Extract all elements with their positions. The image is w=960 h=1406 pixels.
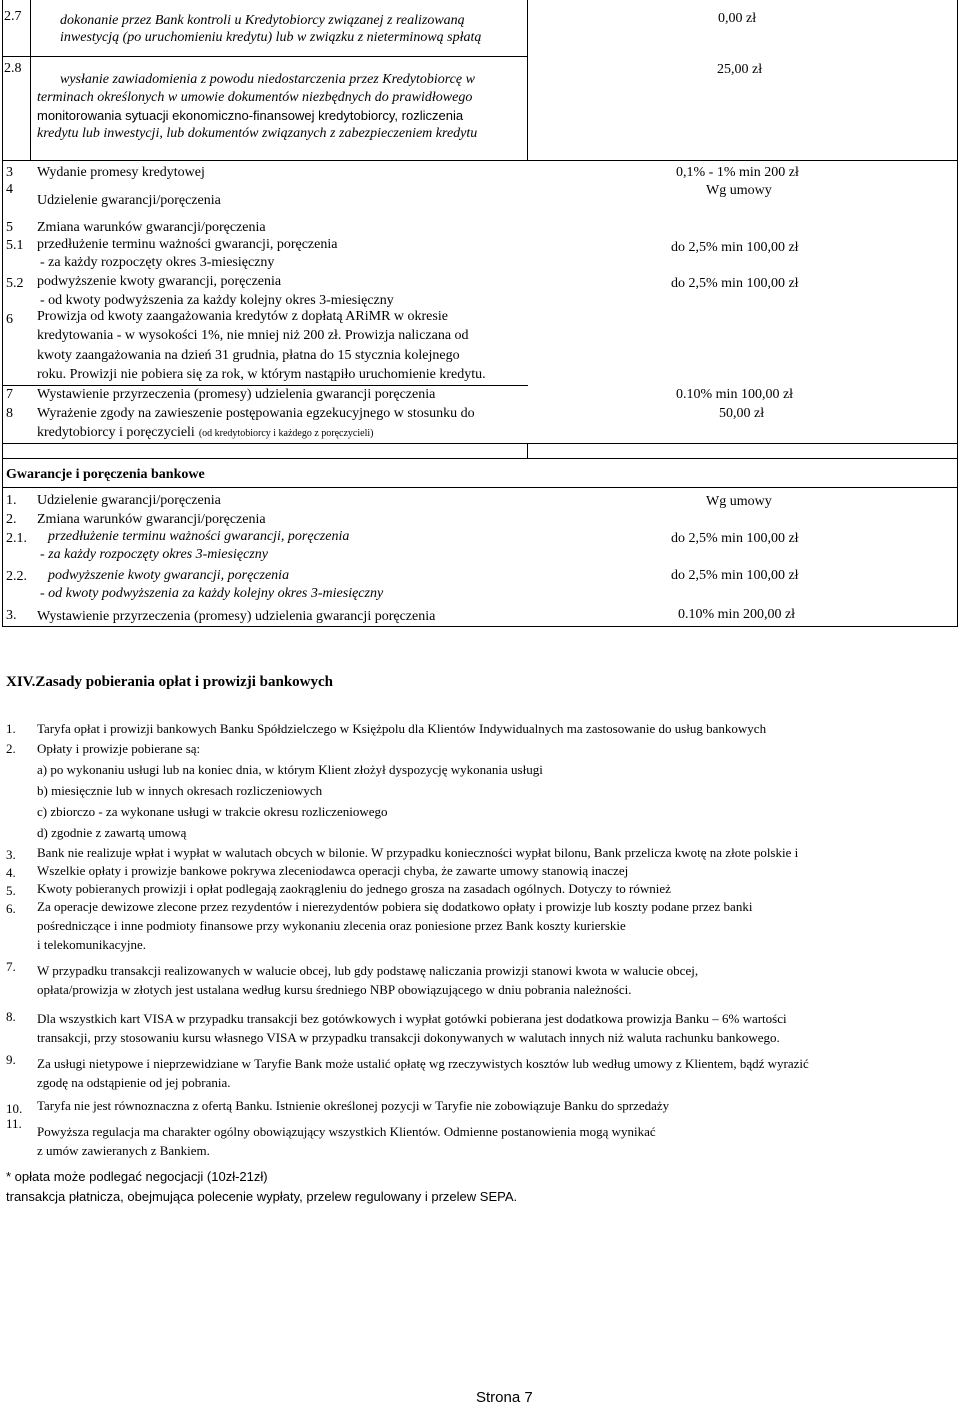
- row-description: Prowizja od kwoty zaangażowania kredytów z dopłatą ARiMR w okresie: [37, 309, 448, 324]
- item-text: Taryfa nie jest równoznaczna z ofertą Banku. Istnienie określonej pozycji w Taryfie nie zobowiązuje Banku do sprzedaży: [37, 1098, 670, 1113]
- row-description: Udzielenie gwarancji/poręczenia: [37, 493, 221, 508]
- table-divider: [2, 160, 957, 161]
- row-value: 50,00 zł: [719, 406, 765, 421]
- row-description: Wystawienie przyrzeczenia (promesy) udzielenia gwarancji poręczenia: [37, 609, 436, 624]
- section-title: XIV.Zasady pobierania opłat i prowizji bankowych: [6, 674, 334, 690]
- table-border: [957, 0, 958, 459]
- table-border: [957, 459, 958, 627]
- row-description: roku. Prowizji nie pobiera się za rok, w którym nastąpiło uruchomienie kredytu.: [37, 367, 486, 382]
- table-border: [2, 459, 3, 627]
- row-description: podwyższenie kwoty gwarancji, poręczenia: [37, 274, 282, 289]
- item-text: z umów zawieranych z Bankiem.: [37, 1143, 210, 1158]
- item-text: d) zgodnie z zawartą umową: [37, 825, 187, 840]
- row-number: 5: [6, 220, 13, 235]
- item-number: 1.: [6, 721, 16, 736]
- row-number: 5.2: [6, 276, 24, 291]
- item-number: 5.: [6, 883, 16, 898]
- table-divider: [30, 0, 31, 160]
- row-value: 0.10% min 200,00 zł: [678, 607, 796, 622]
- item-number: 6.: [6, 901, 16, 916]
- item-text: Powyższa regulacja ma charakter ogólny obowiązujący wszystkich Klientów. Odmienne postanowienia mogą wynikać: [37, 1124, 656, 1139]
- table-title: Gwarancje i poręczenia bankowe: [6, 467, 205, 482]
- row-number: 2.7: [4, 9, 22, 24]
- row-description: dokonanie przez Bank kontroli u Kredytobiorcy związanej z realizowaną: [60, 13, 465, 28]
- item-text: c) zbiorczo - za wykonane usługi w trakcie okresu rozliczeniowego: [37, 804, 388, 819]
- row-number: 2.1.: [6, 531, 27, 546]
- item-text: Dla wszystkich kart VISA w przypadku transakcji bez gotówkowych i wypłat gotówki pobierana jest dodatkowa prowizja Banku – 6% wartości: [37, 1011, 787, 1026]
- table-divider: [2, 626, 957, 627]
- row-description: - od kwoty podwyższenia za każdy kolejny okres 3-miesięczny: [40, 293, 394, 308]
- footnote: transakcja płatnicza, obejmująca polecenie wypłaty, przelew regulowany i przelew SEPA.: [6, 1189, 518, 1204]
- row-value: 0.10% min 100,00 zł: [676, 387, 794, 402]
- row-number: 8: [6, 406, 13, 421]
- item-number: 3.: [6, 847, 16, 862]
- row-description: kredytowania - w wysokości 1%, nie mniej niż 200 zł. Prowizja naliczana od: [37, 328, 469, 343]
- row-description: Wyrażenie zgody na zawieszenie postępowania egzekucyjnego w stosunku do: [37, 406, 475, 421]
- item-text: Za operacje dewizowe zlecone przez rezydentów i nierezydentów pobiera się dodatkowo opłaty i prowizje lub koszty podane przez banki: [37, 899, 753, 914]
- item-number: 9.: [6, 1052, 16, 1067]
- row-description: kwoty zaangażowania na dzień 31 grudnia, płatna do 15 stycznia kolejnego: [37, 348, 460, 363]
- item-text: opłata/prowizja w złotych jest ustalana według kursu średniego NBP obowiązującego w dniu pobrania należności.: [37, 982, 632, 997]
- row-number: 3: [6, 165, 13, 180]
- row-description: Zmiana warunków gwarancji/poręczenia: [37, 220, 266, 235]
- row-description: inwestycją (po uruchomieniu kredytu) lub w związku z nieterminową spłatą: [60, 30, 482, 45]
- item-text: Bank nie realizuje wpłat i wypłat w walutach obcych w bilonie. W przypadku konieczności wypłat bilonu, Bank przelicza kwotę na złote polskie i: [37, 845, 799, 860]
- row-value: Wg umowy: [706, 183, 772, 198]
- row-description: przedłużenie terminu ważności gwarancji, poręczenia: [37, 237, 338, 252]
- row-description: - za każdy rozpoczęty okres 3-miesięczny: [40, 255, 275, 270]
- item-number: 2.: [6, 741, 16, 756]
- row-number: 4: [6, 182, 13, 197]
- row-value: do 2,5% min 100,00 zł: [671, 276, 799, 291]
- row-value: do 2,5% min 100,00 zł: [671, 240, 799, 255]
- row-value: Wg umowy: [706, 494, 772, 509]
- row-description: kredytu lub inwestycji, lub dokumentów związanych z zabezpieczeniem kredytu: [37, 126, 478, 141]
- table-divider: [2, 458, 957, 459]
- row-description: wysłanie zawiadomienia z powodu niedostarczenia przez Kredytobiorcę w: [60, 72, 475, 87]
- row-value: 0,00 zł: [718, 11, 757, 26]
- item-number: 4.: [6, 865, 16, 880]
- row-description: terminach określonych w umowie dokumentów niezbędnych do prawidłowego: [37, 90, 473, 105]
- row-number: 5.1: [6, 238, 24, 253]
- row-number: 7: [6, 387, 13, 402]
- row-description: Zmiana warunków gwarancji/poręczenia: [37, 512, 266, 527]
- row-value: 0,1% - 1% min 200 zł: [676, 165, 799, 180]
- row-number: 2.: [6, 512, 17, 527]
- row-description: podwyższenie kwoty gwarancji, poręczenia: [48, 568, 290, 583]
- row-description: - od kwoty podwyższenia za każdy kolejny okres 3-miesięczny: [40, 586, 384, 601]
- row-description: Udzielenie gwarancji/poręczenia: [37, 193, 221, 208]
- row-number: 2.2.: [6, 569, 27, 584]
- row-value: do 2,5% min 100,00 zł: [671, 531, 799, 546]
- footnote: * opłata może podlegać negocjacji (10zł-21zł): [6, 1169, 268, 1184]
- row-description: przedłużenie terminu ważności gwarancji, poręczenia: [48, 529, 350, 544]
- row-number: 2.8: [4, 61, 22, 76]
- item-number: 8.: [6, 1009, 16, 1024]
- item-text: Za usługi nietypowe i nieprzewidziane w Taryfie Bank może ustalić opłatę wg rzeczywistych kosztów lub według umowy z Klientem, bądź wyrazić: [37, 1056, 809, 1071]
- item-text: b) miesięcznie lub w innych okresach rozliczeniowych: [37, 783, 323, 798]
- item-text: W przypadku transakcji realizowanych w walucie obcej, lub gdy podstawę naliczania prowizji stanowi kwota w walucie obcej,: [37, 963, 699, 978]
- table-border: [2, 0, 3, 459]
- row-note: (od kredytobiorcy i każdego z poręczycieli): [198, 428, 374, 439]
- row-description: kredytobiorcy i poręczycieli: [37, 425, 195, 440]
- item-text: Taryfa opłat i prowizji bankowych Banku Spółdzielczego w Księżpolu dla Klientów Indywidualnych ma zastosowanie do usług bankowych: [37, 721, 767, 736]
- table-divider: [2, 56, 528, 57]
- item-text: Wszelkie opłaty i prowizje bankowe pokrywa zleceniodawca operacji chyba, że zawarte umowy stanowią inaczej: [37, 863, 629, 878]
- table-divider: [2, 487, 957, 488]
- row-description: - za każdy rozpoczęty okres 3-miesięczny: [40, 547, 268, 562]
- row-value: 25,00 zł: [717, 62, 763, 77]
- row-value: do 2,5% min 100,00 zł: [671, 568, 799, 583]
- item-text: a) po wykonaniu usługi lub na koniec dnia, w którym Klient złożył dyspozycję wykonania usługi: [37, 762, 543, 777]
- item-text: i telekomunikacyjne.: [37, 937, 147, 952]
- table-divider: [527, 443, 528, 458]
- item-text: Opłaty i prowizje pobierane są:: [37, 741, 201, 756]
- row-number: 6: [6, 312, 13, 327]
- item-number: 10.: [6, 1101, 23, 1116]
- item-number: 7.: [6, 959, 16, 974]
- item-text: zgodę na odstąpienie od jej pobrania.: [37, 1075, 231, 1090]
- row-description: Wydanie promesy kredytowej: [37, 165, 205, 180]
- row-description: monitorowania sytuacji ekonomiczno-finansowej kredytobiorcy, rozliczenia: [37, 108, 464, 123]
- item-text: transakcji, przy stosowaniu kursu własnego VISA w przypadku transakcji dokonywanych w walutach innych niż waluta rachunku bankowego.: [37, 1030, 780, 1045]
- item-text: pośredniczące i inne podmioty finansowe przy wykonaniu zlecenia oraz poniesione przez Bank koszty kurierskie: [37, 918, 626, 933]
- table-divider: [2, 443, 957, 444]
- row-number: 1.: [6, 493, 17, 508]
- row-number: 3.: [6, 608, 17, 623]
- page-number: Strona 7: [476, 1389, 533, 1406]
- item-text: Kwoty pobieranych prowizji i opłat podlegają zaokrągleniu do jednego grosza na zasadach ogólnych. Dotyczy to również: [37, 881, 671, 896]
- item-number: 11.: [6, 1116, 22, 1131]
- row-description: Wystawienie przyrzeczenia (promesy) udzielenia gwarancji poręczenia: [37, 387, 436, 402]
- table-divider: [527, 0, 528, 160]
